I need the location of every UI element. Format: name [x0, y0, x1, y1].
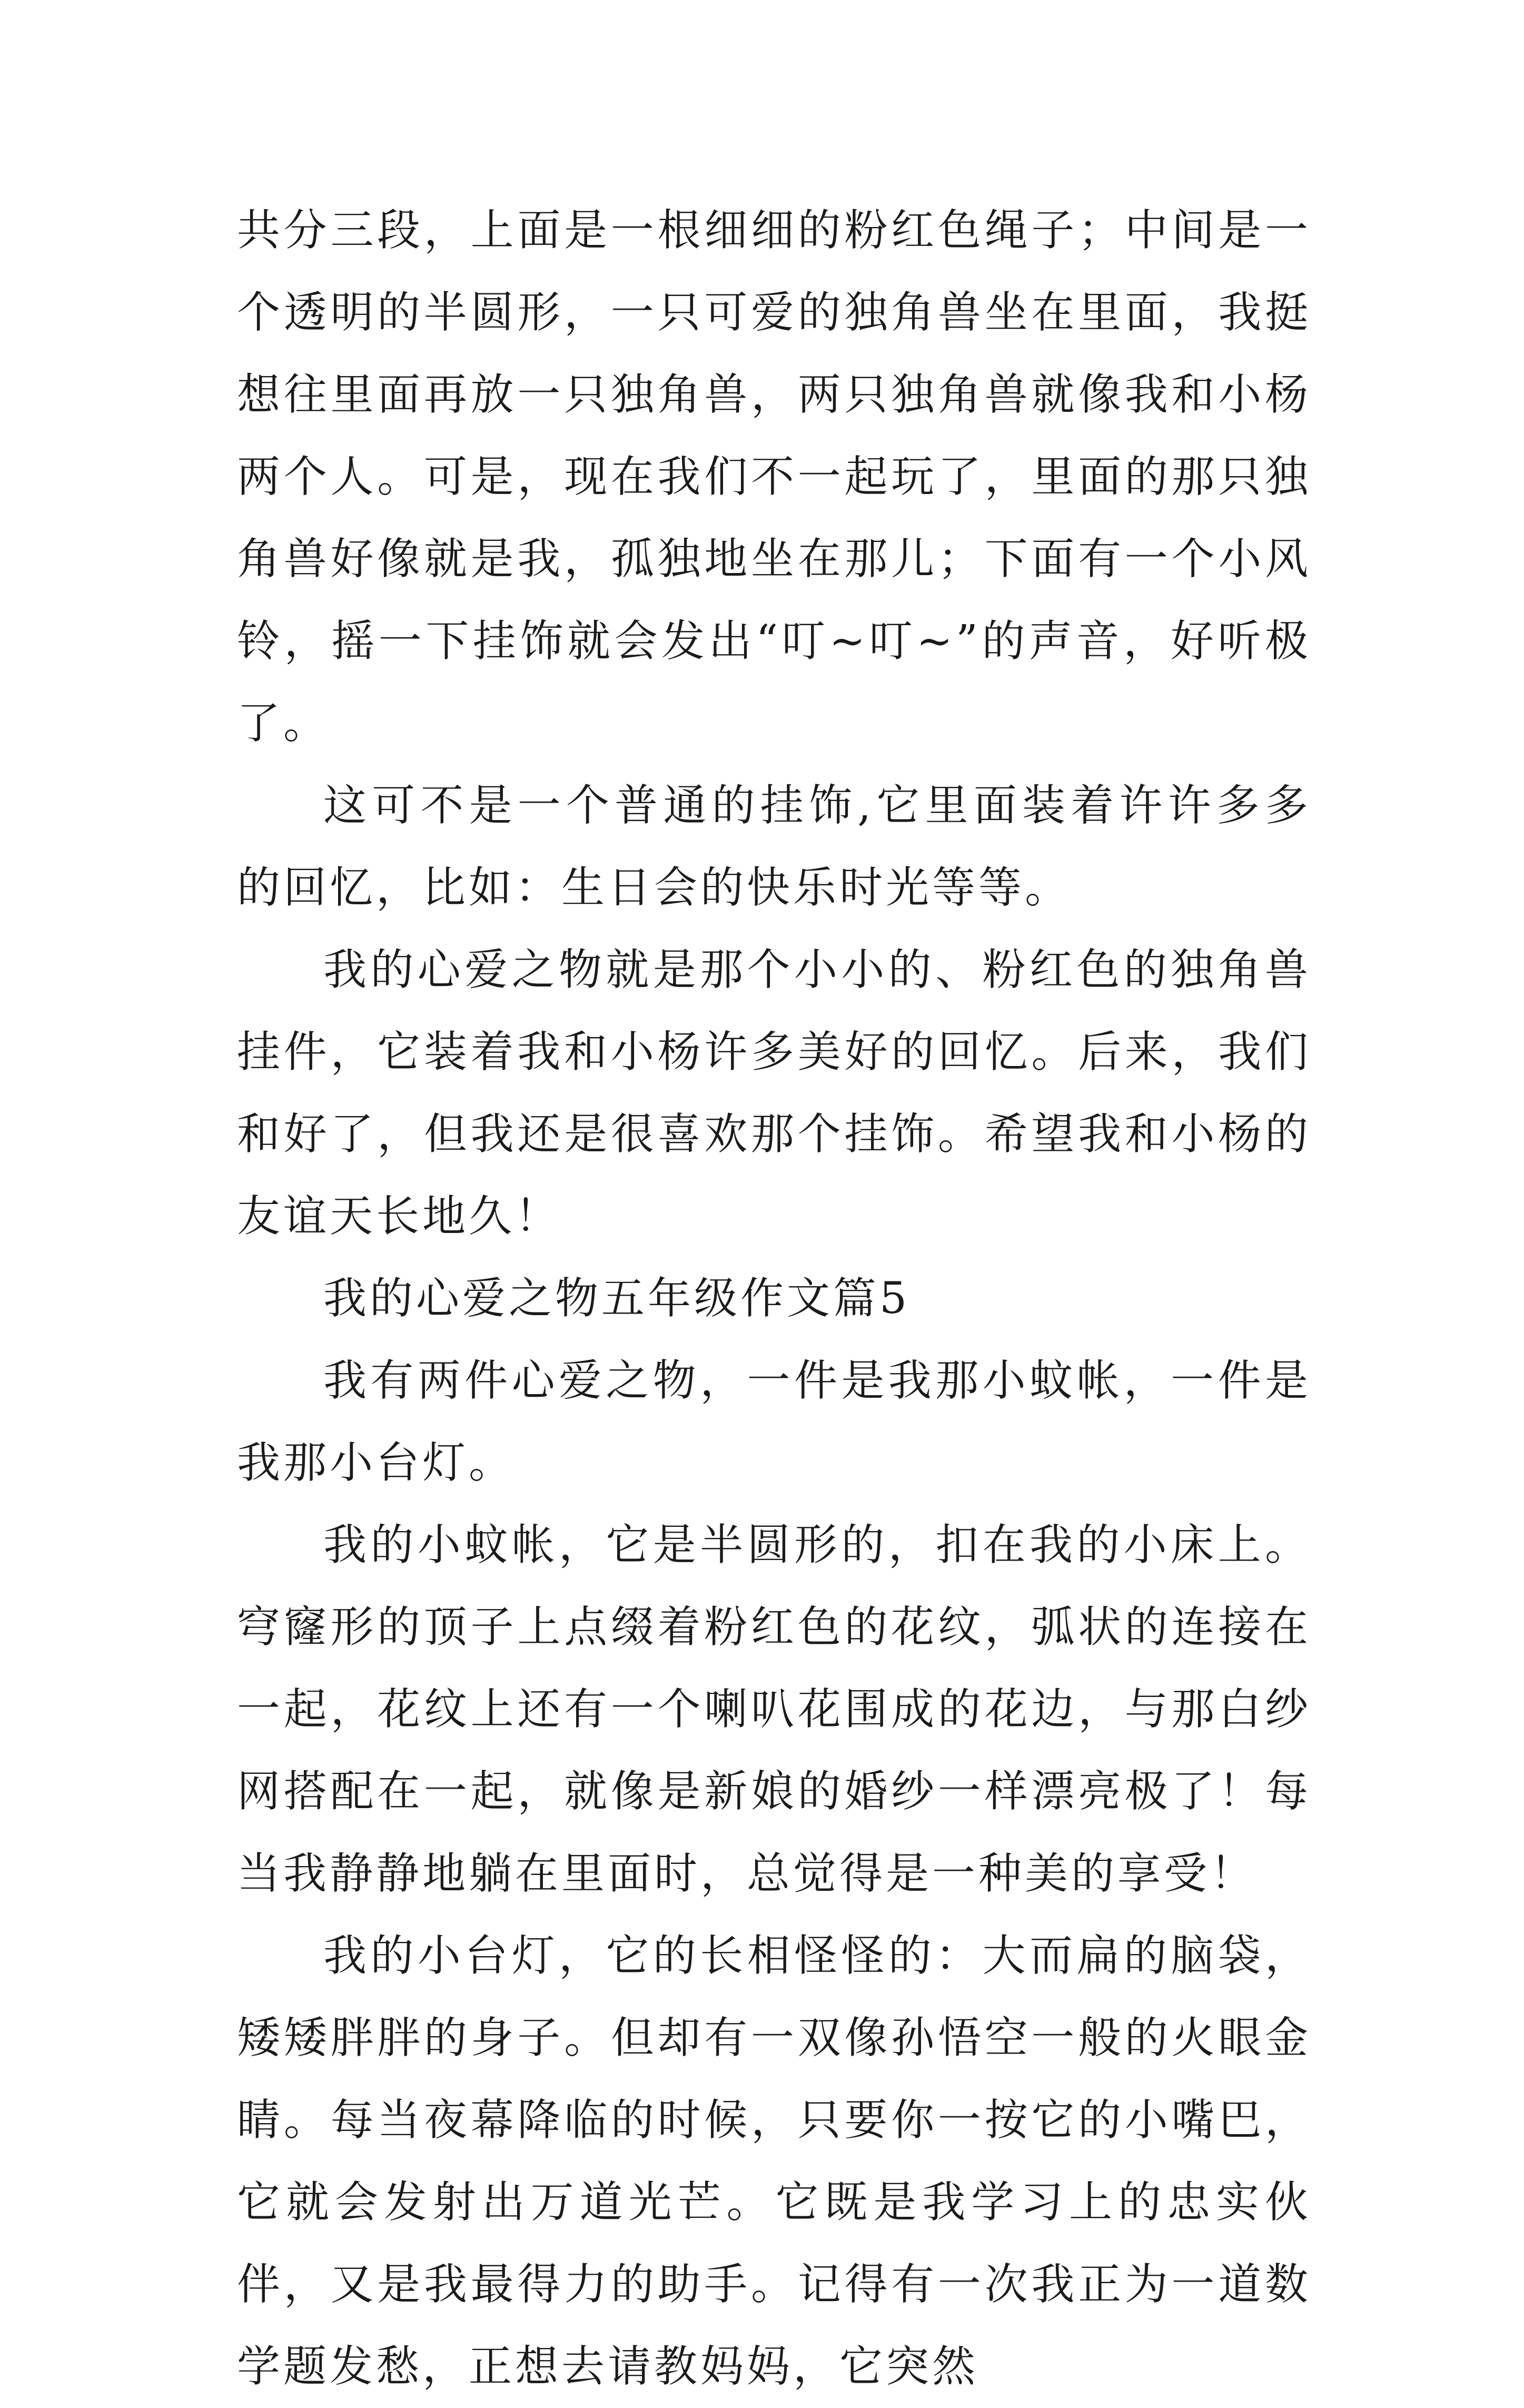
paragraph-1: 共分三段，上面是一根细细的粉红色绳子；中间是一个透明的半圆形，一只可爱的独角兽坐在里面，我挺想往里面再放一只独角兽，两只独角兽就像我和小杨两个人。可是，现在我们不一起玩了，里面的那只独角兽好像就是我，孤独地坐在那儿；下面有一个小风铃，摇一下挂饰就会发出“叮~叮~”的声音，好听极了。 — [237, 205, 1311, 748]
paragraph-4: 我有两件心爱之物，一件是我那小蚊帐，一件是我那小台灯。 — [237, 1356, 1311, 1488]
paragraph-6: 我的小台灯，它的长相怪怪的：大而扁的脑袋，矮矮胖胖的身子。但却有一双像孙悟空一般的火眼金睛。每当夜幕降临的时候，只要你一按它的小嘴巴，它就会发射出万道光芒。它既是我学习上的忠实伙伴，又是我最得力的助手。记得有一次我正为一道数学题发愁，正想去请教妈妈，它突然 — [237, 1931, 1311, 2392]
document-body — [237, 190, 1311, 2408]
paragraph-2: 这可不是一个普通的挂饰,它里面装着许许多多的回忆，比如：生日会的快乐时光等等。 — [237, 781, 1311, 913]
paragraph-5: 我的小蚊帐，它是半圆形的，扣在我的小床上。穹窿形的顶子上点缀着粉红色的花纹，弧状的连接在一起，花纹上还有一个喇叭花围成的花边，与那白纱网搭配在一起，就像是新娘的婚纱一样漂亮极了！每当我静静地躺在里面时，总觉得是一种美的享受！ — [237, 1520, 1311, 1899]
section-heading: 我的心爱之物五年级作文篇5 — [323, 1274, 911, 1324]
paragraph-3: 我的心爱之物就是那个小小的、粉红色的独角兽挂件，它装着我和小杨许多美好的回忆。后来，我们和好了，但我还是很喜欢那个挂饰。希望我和小杨的友谊天长地久！ — [237, 945, 1311, 1241]
